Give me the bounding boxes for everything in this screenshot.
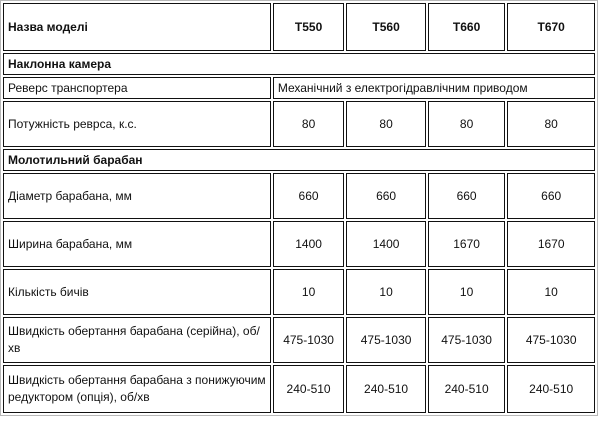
cell-value: 10 — [346, 269, 426, 315]
cell-value: 240-510 — [428, 365, 506, 413]
row-label-reverse-power: Потужність реврса, к.с. — [3, 101, 271, 147]
section-header-row — [3, 149, 595, 171]
table-row — [3, 173, 595, 219]
cell-value: 1670 — [507, 221, 595, 267]
model-t560: T560 — [346, 3, 426, 51]
table-row — [3, 317, 595, 363]
cell-value: 660 — [428, 173, 506, 219]
cell-value: 240-510 — [507, 365, 595, 413]
row-label-drum-speed-standard: Швидкість обертання барабана (серійна), об/хв — [3, 317, 271, 363]
table-row — [3, 77, 595, 99]
row-label-drum-diameter: Діаметр барабана, мм — [3, 173, 271, 219]
cell-value: 80 — [346, 101, 426, 147]
cell-value: 80 — [273, 101, 344, 147]
model-t550: T550 — [273, 3, 344, 51]
cell-value: 660 — [273, 173, 344, 219]
row-label-rasp-bars: Кількість бичів — [3, 269, 271, 315]
model-name-label: Назва моделі — [3, 3, 271, 51]
row-label-drum-width: Ширина барабана, мм — [3, 221, 271, 267]
cell-value: 10 — [428, 269, 506, 315]
cell-value: 660 — [507, 173, 595, 219]
cell-value: 1400 — [346, 221, 426, 267]
cell-value: 475-1030 — [273, 317, 344, 363]
row-label-conveyor-reverse: Реверс транспортера — [3, 77, 271, 99]
cell-value: 475-1030 — [428, 317, 506, 363]
section-header-row — [3, 53, 595, 75]
cell-value: 475-1030 — [346, 317, 426, 363]
model-header-row — [3, 3, 595, 51]
cell-value: 475-1030 — [507, 317, 595, 363]
cell-value: 240-510 — [273, 365, 344, 413]
table-row — [3, 101, 595, 147]
section-title-threshing-drum: Молотильний барабан — [3, 149, 595, 171]
cell-value: 660 — [346, 173, 426, 219]
row-label-drum-speed-reducer: Швидкість обертання барабана з понижуючим редуктором (опція), об/хв — [3, 365, 271, 413]
cell-value: 240-510 — [346, 365, 426, 413]
cell-value: 10 — [507, 269, 595, 315]
model-t660: T660 — [428, 3, 506, 51]
section-title-feeder-house: Наклонна камера — [3, 53, 595, 75]
table-row — [3, 269, 595, 315]
model-t670: T670 — [507, 3, 595, 51]
cell-value: 80 — [507, 101, 595, 147]
table-row — [3, 221, 595, 267]
table-row — [3, 365, 595, 413]
cell-value: 10 — [273, 269, 344, 315]
row-value-conveyor-reverse: Механічний з електрогідравлічним приводом — [273, 77, 595, 99]
cell-value: 1670 — [428, 221, 506, 267]
cell-value: 80 — [428, 101, 506, 147]
cell-value: 1400 — [273, 221, 344, 267]
